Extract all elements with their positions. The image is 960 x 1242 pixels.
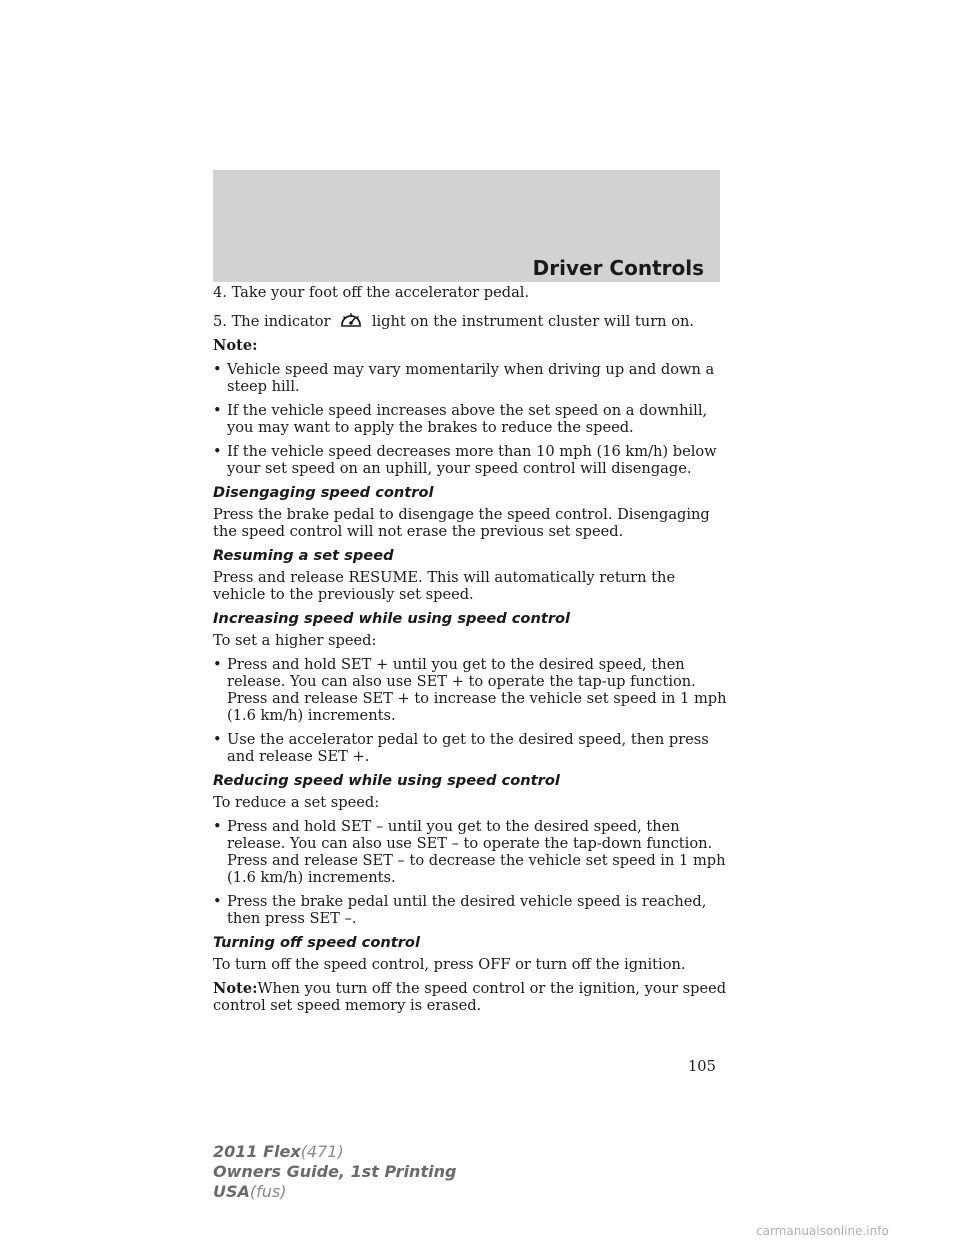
step-5-text-after: light on the instrument cluster will turn on. [371, 313, 695, 330]
note-label: Note: [213, 337, 258, 354]
step-4: 4. Take your foot off the accelerator pedal. [213, 284, 530, 301]
note-body: When you turn off the speed control or the ignition, your speed control set speed memory is erased. [213, 980, 727, 1014]
page-number: 105 [688, 1058, 716, 1075]
heading-resuming: Resuming a set speed [213, 547, 394, 564]
resuming-body: Press and release RESUME. This will automatically return the vehicle to the previously set speed. [213, 569, 676, 603]
heading-turning-off: Turning off speed control [213, 934, 420, 951]
watermark: carmanualsonline.info [756, 1224, 889, 1238]
list-item: • Use the accelerator pedal to get to the desired speed, then press and release SET +. [213, 731, 709, 765]
section-header-band [213, 170, 720, 282]
list-item: • Press the brake pedal until the desired vehicle speed is reached, then press SET –. [213, 893, 707, 927]
print-footer [213, 1142, 456, 1202]
heading-reducing: Reducing speed while using speed control [213, 772, 560, 789]
list-item: • Press and hold SET + until you get to the desired speed, then release. You can also use SET + to operate the tap-up function. Press and release SET + to increase the vehicle set speed in 1 mph (1.6 km/h) increments. [213, 656, 727, 724]
footer-line-3: USA(fus) [213, 1182, 287, 1201]
increasing-intro: To set a higher speed: [213, 632, 377, 649]
footer-line-1: 2011 Flex(471) [213, 1142, 344, 1161]
note-label: Note: [213, 980, 258, 997]
speed-control-indicator-icon [336, 308, 366, 330]
list-item: • If the vehicle speed increases above the set speed on a downhill, you may want to apply the brakes to reduce the speed. [213, 402, 708, 436]
reducing-intro: To reduce a set speed: [213, 794, 380, 811]
step-5 [213, 308, 728, 330]
heading-disengaging: Disengaging speed control [213, 484, 434, 501]
disengaging-body: Press the brake pedal to disengage the speed control. Disengaging the speed control will not erase the previous set speed. [213, 506, 710, 540]
list-item: • If the vehicle speed decreases more than 10 mph (16 km/h) below your set speed on an uphill, your speed control will disengage. [213, 443, 717, 477]
list-item: • Press and hold SET – until you get to the desired speed, then release. You can also use SET – to operate the tap-down function. Press and release SET – to decrease the vehicle set speed in 1 mph (1.6 km/h) increments. [213, 818, 726, 886]
turning-off-note [213, 980, 728, 1014]
section-title: Driver Controls [532, 256, 704, 280]
page-content [213, 284, 728, 1021]
list-item: • Vehicle speed may vary momentarily when driving up and down a steep hill. [213, 361, 715, 395]
footer-line-2: Owners Guide, 1st Printing [213, 1162, 457, 1181]
turning-off-body: To turn off the speed control, press OFF or turn off the ignition. [213, 956, 686, 973]
heading-increasing: Increasing speed while using speed control [213, 610, 571, 627]
step-5-text-before: 5. The indicator [213, 313, 331, 330]
